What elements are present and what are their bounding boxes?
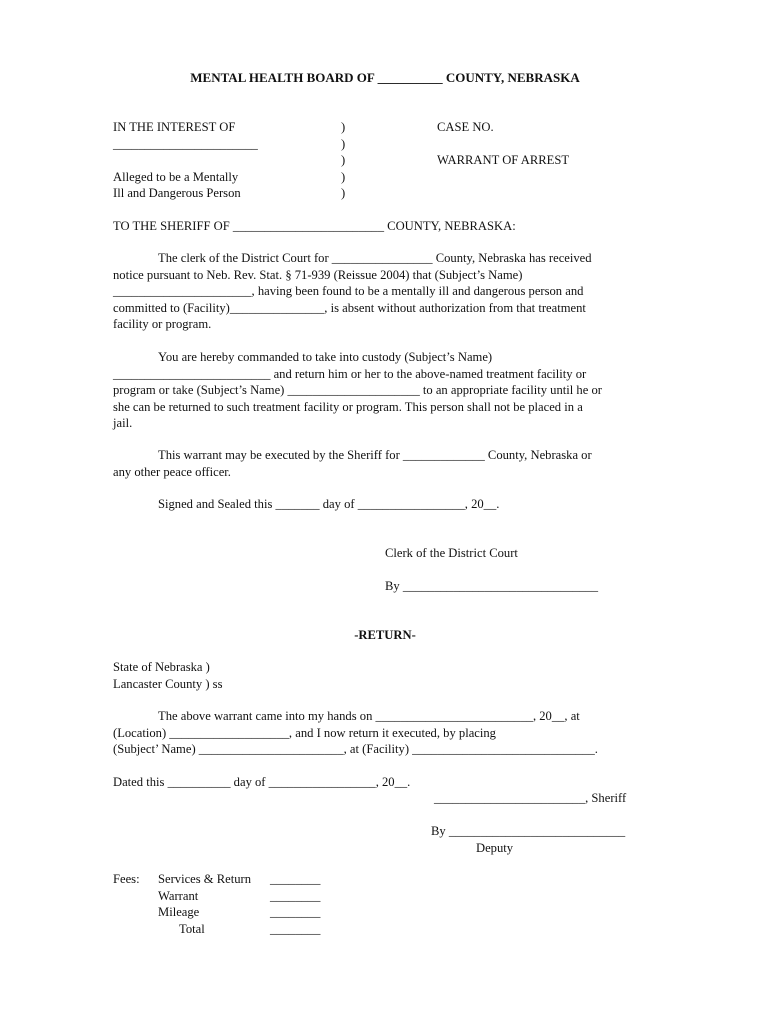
fee-item: Mileage bbox=[158, 905, 200, 920]
sheriff-signature-line: ________________________, Sheriff bbox=[434, 791, 627, 805]
paragraph-line: This warrant may be executed by the Sheriff for _____________ County, Nebraska or bbox=[158, 448, 592, 462]
paragraph-line: jail. bbox=[113, 416, 133, 431]
paragraph-line: (Location) ___________________, and I now return it executed, by placing bbox=[113, 725, 496, 740]
paragraph-line: The above warrant came into my hands on _________________________, 20__, at bbox=[158, 709, 580, 723]
fees-items bbox=[158, 871, 251, 937]
caption-left bbox=[113, 119, 258, 202]
paragraph-line: she can be returned to such treatment facility or program. This person shall not be placed in a bbox=[113, 399, 583, 414]
dated-line: Dated this __________ day of _________________, 20__. bbox=[113, 775, 411, 789]
paragraph-line: facility or program. bbox=[113, 317, 212, 332]
clerk-by-line: By _______________________________ bbox=[385, 579, 599, 593]
paragraph-line: program or take (Subject’s Name) _____________________ to an appropriate facility until he or bbox=[113, 383, 602, 398]
caption-spacer bbox=[113, 152, 258, 169]
to-sheriff-line: TO THE SHERIFF OF ________________________ COUNTY, NEBRASKA: bbox=[113, 219, 516, 233]
paren: ) bbox=[341, 153, 346, 168]
paragraph-line: You are hereby commanded to take into custody (Subject’s Name) bbox=[158, 350, 493, 364]
caption-right bbox=[437, 119, 569, 169]
signed-sealed-line: Signed and Sealed this _______ day of _________________, 20__. bbox=[158, 497, 500, 511]
warrant-paragraph-1 bbox=[113, 250, 653, 333]
return-heading: -RETURN- bbox=[354, 628, 416, 642]
clerk-signature-label: Clerk of the District Court bbox=[385, 546, 518, 560]
caption-parens bbox=[341, 119, 345, 202]
fee-blank: ________ bbox=[270, 872, 321, 886]
paragraph-line: (Subject’ Name) _______________________, at (Facility) _____________________________. bbox=[113, 742, 598, 757]
fees-blanks bbox=[270, 871, 320, 937]
document-type: WARRANT OF ARREST bbox=[437, 153, 570, 168]
paren: ) bbox=[341, 136, 346, 151]
case-no-label: CASE NO. bbox=[437, 120, 494, 134]
paren: ) bbox=[341, 169, 346, 184]
state-line: State of Nebraska ) bbox=[113, 660, 210, 674]
paren: ) bbox=[341, 120, 346, 134]
caption-spacer bbox=[437, 136, 569, 153]
paren: ) bbox=[341, 186, 346, 201]
subject-name-blank: _______________________ bbox=[113, 136, 258, 151]
fees-label: Fees: bbox=[113, 872, 140, 886]
deputy-label: Deputy bbox=[476, 841, 514, 855]
fee-item: Services & Return bbox=[158, 872, 252, 886]
interest-of-label: IN THE INTEREST OF bbox=[113, 120, 236, 134]
fee-blank: ________ bbox=[270, 888, 321, 903]
paragraph-line: notice pursuant to Neb. Rev. Stat. § 71-939 (Reissue 2004) that (Subject’s Name) bbox=[113, 267, 523, 282]
warrant-paragraph-2 bbox=[113, 349, 653, 432]
alleged-line-1: Alleged to be a Mentally bbox=[113, 169, 239, 184]
paragraph-line: The clerk of the District Court for ________________ County, Nebraska has received bbox=[158, 251, 592, 265]
paragraph-line: _________________________ and return him or her to the above-named treatment facility or bbox=[113, 366, 587, 381]
document-title: MENTAL HEALTH BOARD OF __________ COUNTY, NEBRASKA bbox=[190, 70, 580, 85]
paragraph-line: committed to (Facility)_______________, is absent without authorization from that treatment bbox=[113, 300, 586, 315]
fee-item: Warrant bbox=[158, 888, 199, 903]
fee-blank: ________ bbox=[270, 905, 321, 920]
deputy-by-line: By ____________________________ bbox=[431, 824, 626, 838]
alleged-line-2: Ill and Dangerous Person bbox=[113, 186, 241, 201]
warrant-paragraph-3 bbox=[113, 447, 653, 480]
return-paragraph bbox=[113, 708, 653, 758]
fee-blank: ________ bbox=[270, 921, 321, 936]
paragraph-line: any other peace officer. bbox=[113, 464, 231, 479]
county-line: Lancaster County ) ss bbox=[113, 677, 223, 691]
paragraph-line: ______________________, having been found to be a mentally ill and dangerous person and bbox=[113, 284, 584, 299]
fee-item-total: Total bbox=[179, 921, 205, 936]
